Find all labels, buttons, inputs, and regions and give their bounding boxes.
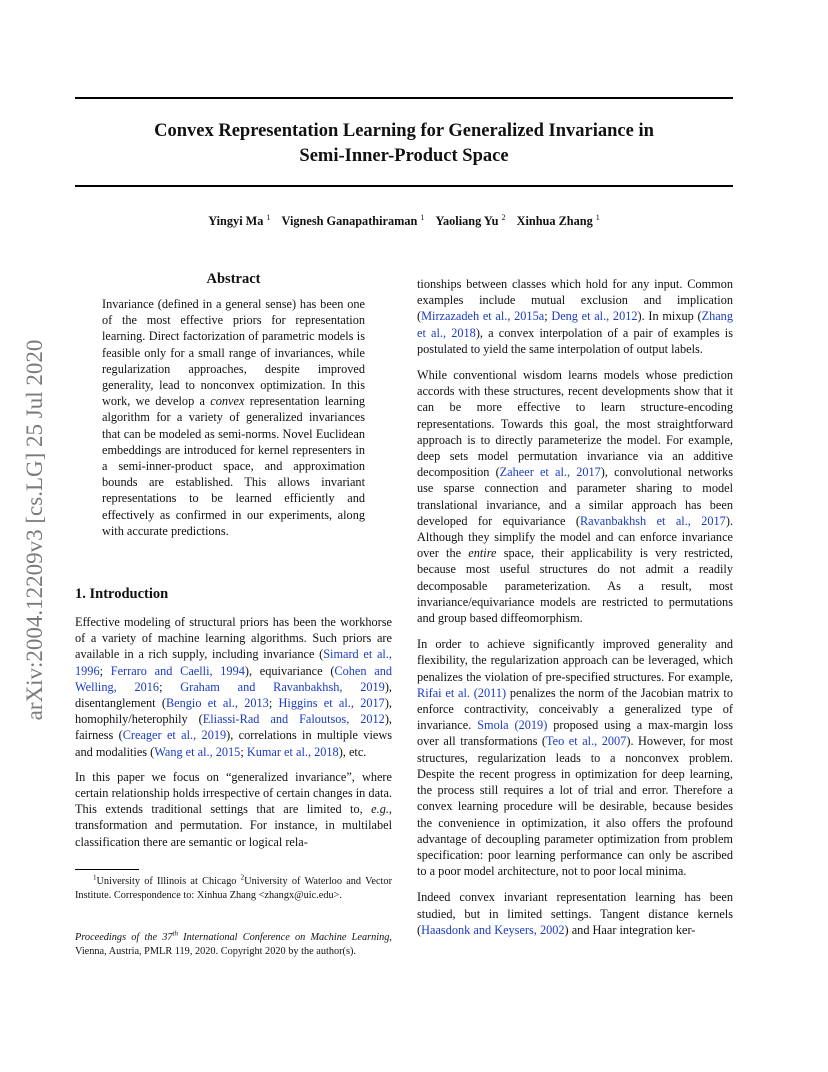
citation-link[interactable]: Wang et al., 2015 <box>154 744 241 759</box>
affiliation-mark: 1 <box>420 212 425 222</box>
footnote-rule <box>75 869 139 870</box>
section-heading-introduction: 1. Introduction <box>75 586 169 602</box>
citation-link[interactable]: Kumar et al., 2018 <box>246 744 339 759</box>
affiliation-footnote: $^1$University of Illinois at Chicago $^2$University of Waterloo and Vector Institute. Correspondence to: Xinhua Zhang <zhangx@uic.edu>. <box>75 873 392 901</box>
introduction-body <box>75 614 392 850</box>
title-line-1: Convex Representation Learning for Generalized Invariance in <box>154 121 654 141</box>
title-rule-top <box>75 97 733 99</box>
citation-link[interactable]: Mirzazadeh et al., 2015a <box>421 309 545 324</box>
proceedings-note: Proceedings of the 37th International Conference on Machine Learning, Vienna, Austria, PMLR 119, 2020. Copyright 2020 by the author(s). <box>75 929 392 957</box>
arxiv-identifier: arXiv:2004.12209v3 [cs.LG] 25 Jul 2020 <box>22 339 47 721</box>
right-paragraph-2: While conventional wisdom learns models whose prediction accords with these structures, recent developments show that it can be more effective to learn structure-encoding representations. Towards this goal, the most straightforward approach is to directly parameterize the model. For example, deep sets model permutation invariance via an additive decomposition (Zaheer et al., 2017), convolutional networks use sparse connection and parameter sharing to model translational invariance, and a similar approach has been developed for equivariance (Ravanbakhsh et al., 2017). Although they simplify the model and can enforce invariance over the entire space, their applicability is very restricted, because most useful structures do not admit a readily decomposable parameterization. As a result, most invariance/equivariance models are restricted to permutations and group based diffeomorphism. <box>417 368 734 626</box>
title-line-2: Semi-Inner-Product Space <box>299 146 509 166</box>
citation-link[interactable]: Graham and Ravanbakhsh, 2019 <box>180 679 385 694</box>
citation-link[interactable]: Creager et al., 2019 <box>122 728 227 743</box>
citation-link[interactable]: Cohen and Welling, 2016 <box>75 663 393 694</box>
author: Xinhua Zhang $^1$ <box>516 212 600 228</box>
author: Vignesh Ganapathiraman $^1$ <box>281 212 425 228</box>
abstract-heading: Abstract <box>206 271 261 287</box>
citation-link[interactable]: Simard et al., 1996 <box>75 647 392 678</box>
citation-link[interactable]: Ferraro and Caelli, 1994 <box>110 663 245 678</box>
paper-title <box>75 119 733 169</box>
affiliation-mark: 1 <box>595 212 600 222</box>
title-rule-bottom <box>75 185 733 187</box>
right-column-body <box>417 276 733 938</box>
intro-paragraph-1: Effective modeling of structural priors has been the workhorse of a variety of machine learning algorithms. Such priors are available in a rich supply, including invariance (Simard et al., 1996; Ferraro and Caelli, 1994), equivariance (Cohen and Welling, 2016; Graham and Ravanbakhsh, 2019), disentanglement (Bengio et al., 2013; Higgins et al., 2017), homophily/heterophily (Eliassi-Rad and Faloutsos, 2012), fairness (Creager et al., 2019), correlations in multiple views and modalities (Wang et al., 2015; Kumar et al., 2018), etc. <box>75 615 393 759</box>
intro-paragraph-2: In this paper we focus on “generalized invariance”, where certain relationship holds irrespective of certain changes in data. This extends traditional settings that are limited to, e.g., transformation and permutation. For instance, in multilabel classification there are semantic or logical rela- <box>75 769 392 849</box>
right-paragraph-3: In order to achieve significantly improved generality and flexibility, the regularization approach can be leveraged, which penalizes the violation of pre-specified structures. For example, Rifai et al. (2011) penalizes the norm of the Jacobian matrix to enforce contractivity, conceivably a generalized type of invariance. Smola (2019) proposed using a max-margin loss over all transformations (Teo et al., 2007). However, for most structures, regularization leads to a nonconvex problem. Despite the recent progress in optimization for deep learning, the process still requires a lot of trial and error. Therefore a convex learning procedure will be desirable, because besides the convenience in optimization, it also offers the profound advantage of decoupling parameter optimization from problem specification: poor learning performance can only be ascribed to a poor model architecture, not to poor local minima. <box>417 637 733 879</box>
citation-link[interactable]: Smola (2019) <box>477 718 548 733</box>
citation-link[interactable]: Zaheer et al., 2017 <box>499 465 601 480</box>
arxiv-side-stamp <box>20 300 50 760</box>
citation-link[interactable]: Eliassi-Rad and Faloutsos, 2012 <box>202 712 385 727</box>
author: Yingyi Ma $^1$ <box>208 212 271 228</box>
citation-link[interactable]: Rifai et al. (2011) <box>417 685 507 700</box>
citation-link[interactable]: Teo et al., 2007 <box>546 734 627 749</box>
abstract-text: Invariance (defined in a general sense) has been one of the most effective priors for representation learning. Direct factorization of parametric models is feasible only for a small range of invariances, while regularization approaches, despite improved generality, lead to nonconvex optimization. In this work, we develop a convex representation learning algorithm for a variety of generalized invariances that can be modeled as semi-norms. Novel Euclidean embeddings are introduced for kernel representers in a semi-inner-product space, and approximation bounds are established. This allows invariant representations to be learned efficiently and effectively as confirmed in our experiments, along with accurate predictions. <box>102 297 365 538</box>
citation-link[interactable]: Higgins et al., 2017 <box>278 696 385 711</box>
citation-link[interactable]: Bengio et al., 2013 <box>165 696 269 711</box>
citation-link[interactable]: Deng et al., 2012 <box>551 309 638 324</box>
affiliation-mark: 1 <box>266 212 271 222</box>
citation-link[interactable]: Zhang et al., 2018 <box>417 309 733 340</box>
citation-link[interactable]: Haasdonk and Keysers, 2002 <box>421 922 565 937</box>
citation-link[interactable]: Ravanbakhsh et al., 2017 <box>579 513 726 528</box>
right-paragraph-1: tionships between classes which hold for any input. Common examples include mutual exclusion and implication (Mirzazadeh et al., 2015a; Deng et al., 2012). In mixup (Zhang et al., 2018), a convex interpolation of a pair of examples is postulated to yield the same interpolation of output labels. <box>417 277 734 356</box>
right-paragraph-4: Indeed convex invariant representation learning has been studied, but in limited settings. Tangent distance kernels (Haasdonk and Keysers, 2002) and Haar integration ker- <box>417 890 733 937</box>
author-list <box>75 214 733 229</box>
author: Yaoliang Yu $^2$ <box>435 212 506 228</box>
affiliation-mark: 2 <box>501 212 506 222</box>
